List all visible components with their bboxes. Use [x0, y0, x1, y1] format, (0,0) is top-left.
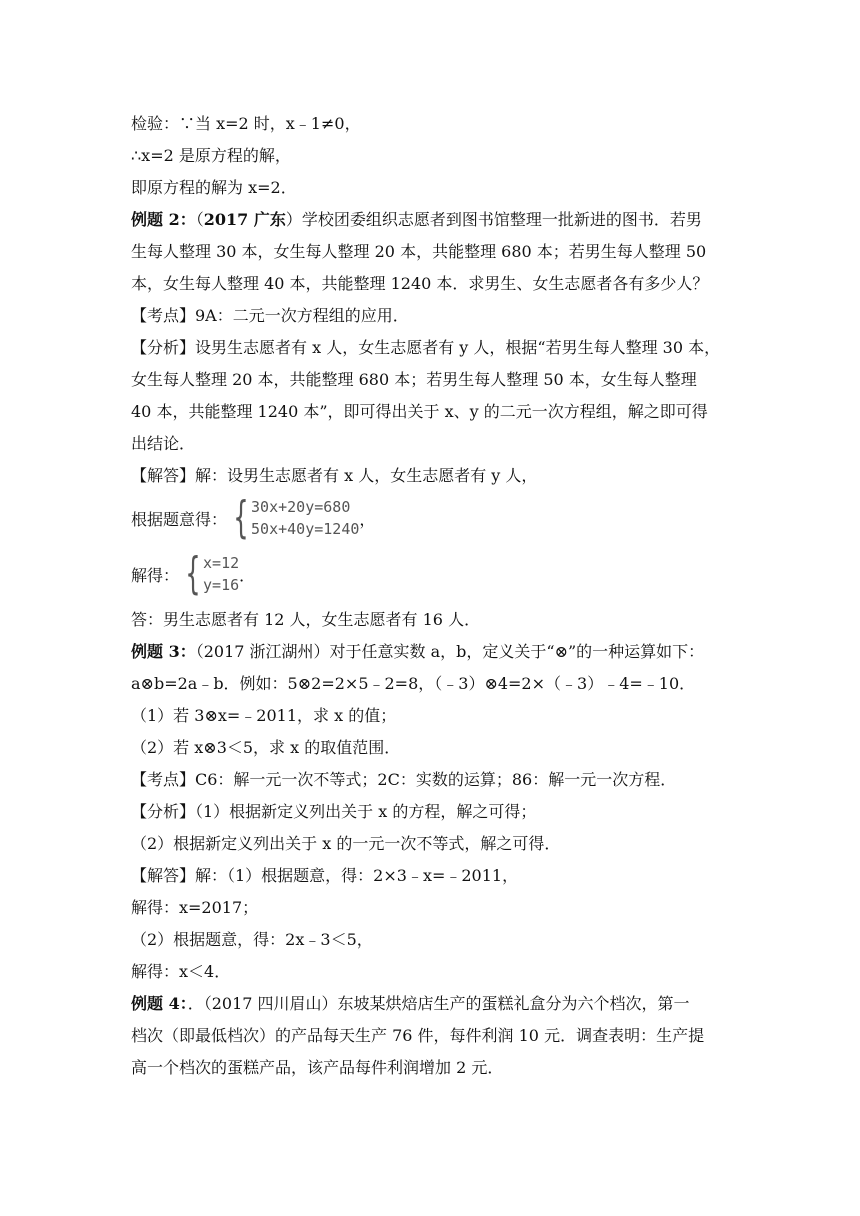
solution-2: y=16: [203, 575, 240, 594]
text-line: 检验：∵当 x=2 时，x﹣1≠0，: [131, 114, 361, 133]
text-line: 40 本，共能整理 1240 本”，即可得出关于 x、y 的二元一次方程组，解之即可得: [131, 402, 708, 421]
brace-icon: {: [233, 491, 249, 543]
text-line: 出结论．: [131, 434, 196, 453]
solution-1: x=12: [203, 553, 240, 572]
text-line: 即原方程的解为 x=2．: [131, 178, 297, 197]
example-2-knowledge-point: 【考点】9A：二元一次方程组的应用．: [131, 306, 409, 325]
solution-prefix: 解得：: [131, 566, 180, 585]
equation-suffix: ，: [359, 510, 376, 529]
paren-open: （: [195, 210, 204, 229]
equation-system: [227, 491, 360, 543]
text-line: 生每人整理 30 本，女生每人整理 20 本，共能整理 680 本；若男生每人整理 50: [131, 242, 707, 261]
solution-suffix: ．: [239, 566, 256, 585]
example-4-text: ．（2017 四川眉山）东坡某烘焙店生产的蛋糕礼盒分为六个档次，第一: [187, 994, 690, 1013]
document-body: [131, 108, 731, 1084]
example-2-answer: 答：男生志愿者有 12 人，女生志愿者有 16 人．: [131, 610, 481, 629]
text-line: a⊗b=2a﹣b．例如：5⊗2=2×5﹣2=8，（﹣3）⊗4=2×（﹣3）﹣4=﹣10．: [131, 674, 696, 693]
example-2-solution: 【解答】解：设男生志愿者有 x 人，女生志愿者有 y 人，: [131, 466, 538, 485]
question-2: （2）若 x⊗3＜5，求 x 的取值范围．: [131, 738, 401, 757]
example-3-heading: [131, 636, 731, 668]
text-line: （2）根据题意，得：2x﹣3＜5，: [131, 930, 373, 949]
example-2-text: ）学校团委组织志愿者到图书馆整理一批新进的图书．若男: [285, 210, 702, 229]
example-3-knowledge-point: 【考点】C6：解一元一次不等式；2C：实数的运算；86：解一元一次方程．: [131, 770, 677, 789]
text-line: 档次（即最低档次）的产品每天生产 76 件，每件利润 10 元．调查表明：生产提: [131, 1026, 705, 1045]
example-2-heading: [131, 204, 731, 236]
text-line: 高一个档次的蛋糕产品，该产品每件利润增加 2 元．: [131, 1058, 504, 1077]
example-2-label: 例题 2：: [131, 210, 196, 229]
solution-system-line: [131, 548, 731, 604]
example-3-text: （2017 浙江湖州）对于任意实数 a，b，定义关于“⊗”的一种运算如下：: [195, 642, 705, 661]
example-2-source: 2017 广东: [203, 210, 286, 229]
example-3-label: 例题 3：: [131, 642, 196, 661]
equation-2: 50x+40y=1240: [251, 519, 360, 538]
example-3-solution: 【解答】解：（1）根据题意，得：2×3﹣x=﹣2011，: [131, 866, 519, 885]
equation-1: 30x+20y=680: [251, 497, 351, 516]
example-3-analysis: 【分析】（1）根据新定义列出关于 x 的方程，解之可得；: [131, 802, 537, 821]
text-line: ∴x=2 是原方程的解，: [131, 146, 291, 165]
example-2-analysis: 【分析】设男生志愿者有 x 人，女生志愿者有 y 人，根据“若男生每人整理 30 本，: [131, 338, 721, 357]
solution-system: [179, 547, 240, 599]
question-1: （1）若 3⊗x=﹣2011，求 x 的值；: [131, 706, 397, 725]
equation-prefix: 根据题意得：: [131, 510, 228, 529]
brace-icon: {: [185, 547, 201, 599]
example-4-label: 例题 4：: [131, 994, 188, 1013]
equation-system-line: [131, 492, 731, 548]
text-line: （2）根据新定义列出关于 x 的一元一次不等式，解之可得．: [131, 834, 561, 853]
text-line: 女生每人整理 20 本，共能整理 680 本；若男生每人整理 50 本，女生每人整理: [131, 370, 697, 389]
text-line: 本，女生每人整理 40 本，共能整理 1240 本．求男生、女生志愿者各有多少人？: [131, 274, 709, 293]
text-line: 解得：x=2017；: [131, 898, 259, 917]
text-line: 解得：x＜4．: [131, 962, 231, 981]
example-4-heading: [131, 988, 731, 1020]
